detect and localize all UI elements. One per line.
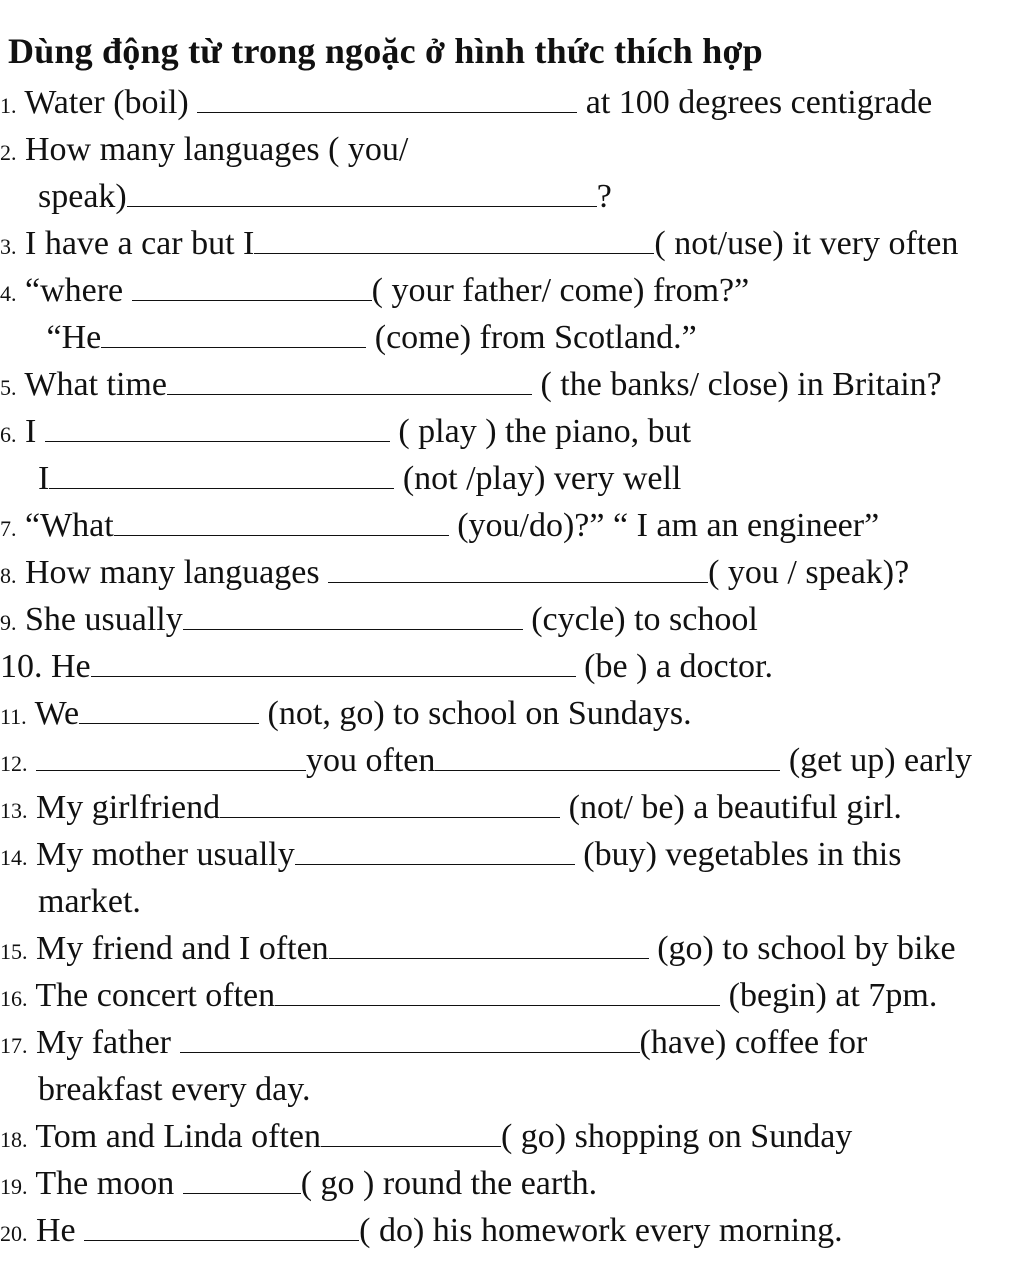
item-number: 18. <box>0 1127 28 1152</box>
exercise-line <box>0 1208 843 1254</box>
exercise-line <box>0 268 749 314</box>
sentence-text: ( go ) round the earth. <box>300 1165 598 1202</box>
sentence-text: My father <box>27 1024 180 1061</box>
sentence-text: speak) <box>38 178 127 215</box>
exercise-line <box>0 456 681 502</box>
item-number: 17. <box>0 1033 28 1058</box>
sentence-text: market. <box>38 883 141 920</box>
sentence-text: ( do) his homework every morning. <box>359 1212 843 1249</box>
sentence-text: (cycle) to school <box>522 601 758 638</box>
answer-blank[interactable] <box>220 789 560 818</box>
sentence-text: The concert often <box>27 977 276 1014</box>
answer-blank[interactable] <box>45 413 390 442</box>
exercise-line <box>0 1161 597 1207</box>
item-number: 7. <box>0 516 17 541</box>
sentence-text: What time <box>16 366 167 403</box>
item-number: 4. <box>0 281 17 306</box>
answer-blank[interactable] <box>91 648 576 677</box>
sentence-text: (not, go) to school on Sundays. <box>259 695 692 732</box>
sentence-text: ( your father/ come) from?” <box>371 272 750 309</box>
exercise-line <box>0 973 937 1019</box>
sentence-text: (get up) early <box>780 742 972 779</box>
exercise-line <box>0 691 692 737</box>
item-number: 9. <box>0 610 17 635</box>
exercise-line <box>0 550 909 596</box>
sentence-text: The moon <box>27 1165 183 1202</box>
answer-blank[interactable] <box>329 930 649 959</box>
sentence-text: (not /play) very well <box>394 460 682 497</box>
exercise-line <box>0 174 612 220</box>
exercise-line <box>0 315 697 361</box>
sentence-text: She usually <box>16 601 183 638</box>
item-number: 10. <box>0 648 43 685</box>
sentence-text: you often <box>306 742 436 779</box>
sentence-text: Tom and Linda often <box>27 1118 321 1155</box>
answer-blank[interactable] <box>328 554 708 583</box>
exercise-line <box>0 785 902 831</box>
sentence-text: ( the banks/ close) in Britain? <box>531 366 942 403</box>
sentence-text: My mother usually <box>27 836 295 873</box>
sentence-text: My friend and I often <box>27 930 329 967</box>
answer-blank[interactable] <box>79 695 259 724</box>
exercise-line <box>0 644 773 690</box>
answer-blank[interactable] <box>127 178 597 207</box>
sentence-text: (buy) vegetables in this <box>574 836 902 873</box>
sentence-text: Water (boil) <box>16 84 198 121</box>
answer-blank[interactable] <box>49 460 394 489</box>
item-number: 3. <box>0 234 17 259</box>
sentence-text: ( you / speak)? <box>708 554 910 591</box>
sentence-text: (be ) a doctor. <box>575 648 773 685</box>
item-number: 20. <box>0 1221 28 1246</box>
answer-blank[interactable] <box>114 507 449 536</box>
answer-blank[interactable] <box>295 836 575 865</box>
sentence-text: “What <box>16 507 114 544</box>
sentence-text: breakfast every day. <box>38 1071 311 1108</box>
exercise-line <box>0 1067 310 1113</box>
answer-blank[interactable] <box>84 1212 359 1241</box>
item-number: 6. <box>0 422 17 447</box>
sentence-text: ( go) shopping on Sunday <box>500 1118 853 1155</box>
item-number: 8. <box>0 563 17 588</box>
item-number: 16. <box>0 986 28 1011</box>
exercise-line <box>0 597 758 643</box>
exercise-line <box>0 503 879 549</box>
exercise-line <box>0 879 141 925</box>
item-number: 13. <box>0 798 28 823</box>
item-number: 12. <box>0 751 28 776</box>
sentence-text: “He <box>38 319 102 356</box>
sentence-text: He <box>42 648 91 685</box>
answer-blank[interactable] <box>321 1118 501 1147</box>
item-number: 14. <box>0 845 28 870</box>
item-number: 15. <box>0 939 28 964</box>
exercise-line <box>0 926 956 972</box>
exercise-line <box>0 832 901 878</box>
sentence-text: ? <box>596 178 612 215</box>
exercise-line <box>0 1020 867 1066</box>
answer-blank[interactable] <box>254 225 654 254</box>
answer-blank[interactable] <box>183 1165 301 1194</box>
worksheet-title: Dùng động từ trong ngoặc ở hình thức thích hợp <box>8 31 763 71</box>
sentence-text: (go) to school by bike <box>648 930 956 967</box>
sentence-text: (have) coffee for <box>639 1024 868 1061</box>
sentence-text: How many languages ( you/ <box>16 131 409 168</box>
item-number: 19. <box>0 1174 28 1199</box>
sentence-text: (not/ be) a beautiful girl. <box>560 789 902 826</box>
sentence-text: (come) from Scotland.” <box>366 319 697 356</box>
exercise-line <box>0 409 691 455</box>
answer-blank[interactable] <box>167 366 532 395</box>
sentence-text: ( not/use) it very often <box>654 225 959 262</box>
item-number: 5. <box>0 375 17 400</box>
sentence-text: I <box>38 460 50 497</box>
exercise-line <box>0 127 408 173</box>
sentence-text: We <box>26 695 80 732</box>
sentence-text: (begin) at 7pm. <box>720 977 938 1014</box>
item-number: 11. <box>0 704 27 729</box>
sentence-text: How many languages <box>16 554 329 591</box>
answer-blank[interactable] <box>180 1024 640 1053</box>
answer-blank[interactable] <box>197 84 577 113</box>
item-number: 2. <box>0 140 17 165</box>
sentence-text: My girlfriend <box>27 789 221 826</box>
item-number: 1. <box>0 93 17 118</box>
answer-blank[interactable] <box>101 319 366 348</box>
sentence-text <box>28 742 37 779</box>
sentence-text: at 100 degrees centigrade <box>577 84 933 121</box>
sentence-text: I <box>16 413 45 450</box>
exercise-line <box>0 80 932 126</box>
sentence-text: “where <box>16 272 132 309</box>
sentence-text: ( play ) the piano, but <box>389 413 692 450</box>
answer-blank[interactable] <box>183 601 523 630</box>
exercise-line <box>0 221 958 267</box>
answer-blank[interactable] <box>36 742 306 771</box>
exercise-line <box>0 362 942 408</box>
sentence-text: (you/do)?” “ I am an engineer” <box>448 507 880 544</box>
answer-blank[interactable] <box>132 272 372 301</box>
exercise-line <box>0 1114 852 1160</box>
sentence-text: I have a car but I <box>16 225 255 262</box>
answer-blank[interactable] <box>435 742 780 771</box>
exercise-line <box>0 738 972 784</box>
sentence-text: He <box>27 1212 85 1249</box>
answer-blank[interactable] <box>275 977 720 1006</box>
